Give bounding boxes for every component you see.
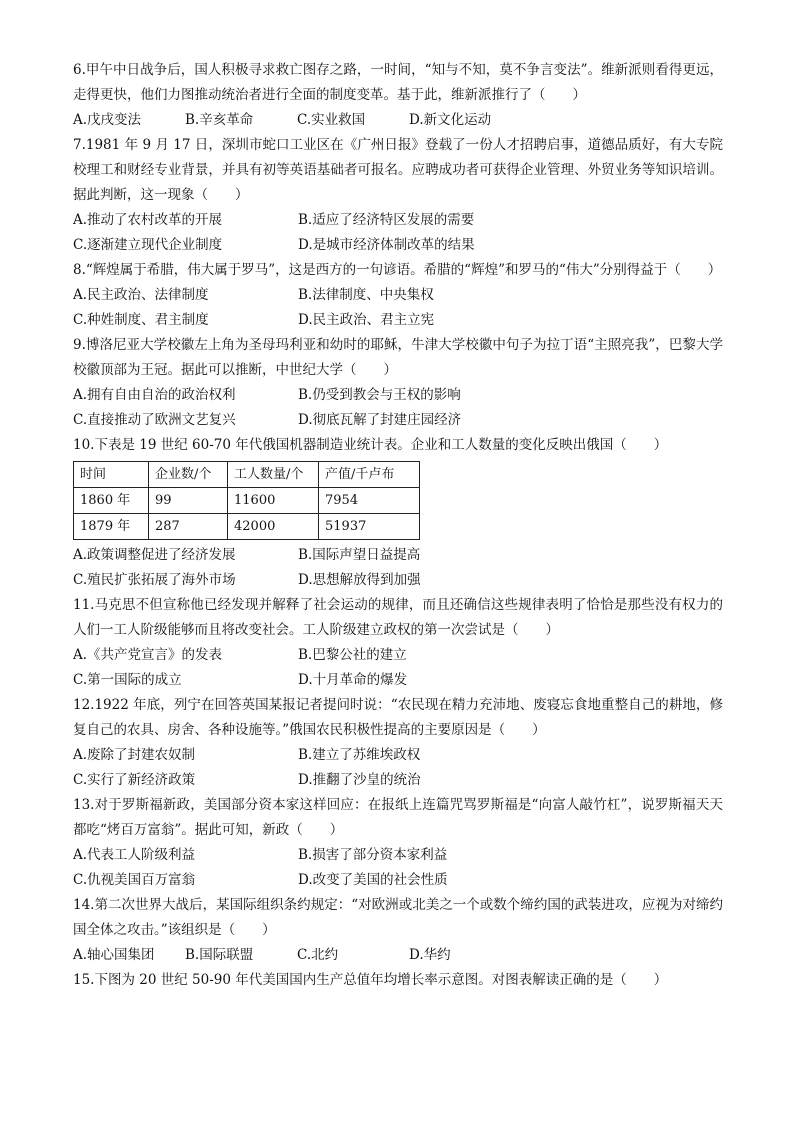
table-header-cell: 产值/千卢布	[319, 462, 420, 488]
option-a: A.政策调整促进了经济发展	[73, 547, 236, 563]
question-stem: 6.甲午中日战争后，国人积极寻求救亡图存之路，一时间，“知与不知，莫不争言变法”。维新派则看得更远，走得更快，他们力图推动统治者进行全面的制度变革。基于此，维新派推行了（ ）	[73, 62, 723, 103]
option-b: B.辛亥革命	[185, 112, 254, 128]
question-stem: 14.第二次世界大战后，某国际组织条约规定：“对欧洲或北美之一个或数个缔约国的武装进攻，应视为对缔约国全体之攻击。”该组织是（ ）	[73, 897, 723, 938]
table-row	[74, 488, 420, 514]
question-stem: 10.下表是 19 世纪 60-70 年代俄国机器制造业统计表。企业和工人数量的变化反映出俄国（ ）	[73, 437, 668, 453]
option-b: B.国际联盟	[185, 947, 254, 963]
question-11	[73, 593, 723, 693]
option-b: B.法律制度、中央集权	[298, 287, 434, 303]
question-10	[73, 433, 723, 593]
option-a: A.推动了农村改革的开展	[73, 212, 223, 228]
option-d: D.思想解放得到加强	[298, 572, 421, 588]
options-row	[73, 543, 723, 568]
option-b: B.适应了经济特区发展的需要	[298, 212, 475, 228]
question-7	[73, 133, 723, 258]
question-stem: 7.1981 年 9 月 17 日，深圳市蛇口工业区在《广州日报》登载了一份人才招聘启事，道德品质好，有大专院校理工和财经专业背景，并具有初等英语基础者可报名。应聘成功者可获得企业管理、外贸业务等知识培训。据此判断，这一现象（ ）	[73, 137, 723, 203]
option-c: C.实行了新经济政策	[73, 772, 196, 788]
question-9	[73, 333, 723, 433]
option-a: A.戊戌变法	[73, 112, 142, 128]
options-row	[73, 283, 723, 308]
option-a: A.废除了封建农奴制	[73, 747, 196, 763]
options-row	[73, 868, 723, 893]
options-row	[73, 108, 723, 133]
option-c: C.直接推动了欧洲文艺复兴	[73, 412, 236, 428]
option-a: A.代表工人阶级利益	[73, 847, 196, 863]
option-b: B.巴黎公社的建立	[298, 647, 407, 663]
question-stem: 8.“辉煌属于希腊，伟大属于罗马”，这是西方的一句谚语。希腊的“辉煌”和罗马的“伟大”分别得益于（ ）	[73, 262, 722, 278]
table-row	[74, 514, 420, 540]
option-d: D.改变了美国的社会性质	[298, 872, 448, 888]
option-d: D.新文化运动	[409, 112, 492, 128]
table-header-cell: 时间	[74, 462, 149, 488]
options-row	[73, 568, 723, 593]
option-d: D.十月革命的爆发	[298, 672, 408, 688]
option-a: A.拥有自由自治的政治权利	[73, 387, 236, 403]
option-a: A.《共产党宣言》的发表	[73, 647, 223, 663]
table-cell: 7954	[319, 488, 420, 514]
question-15	[73, 968, 723, 993]
table-cell: 1879 年	[74, 514, 149, 540]
option-c: C.种姓制度、君主制度	[73, 312, 209, 328]
option-b: B.仍受到教会与王权的影响	[298, 387, 461, 403]
table-cell: 99	[149, 488, 228, 514]
option-c: C.殖民扩张拓展了海外市场	[73, 572, 236, 588]
option-c: C.北约	[297, 947, 339, 963]
option-c: C.仇视美国百万富翁	[73, 872, 196, 888]
question-12	[73, 693, 723, 793]
option-c: C.逐渐建立现代企业制度	[73, 237, 223, 253]
question-13	[73, 793, 723, 893]
question-8	[73, 258, 723, 333]
question-6	[73, 58, 723, 133]
options-row	[73, 843, 723, 868]
option-d: D.彻底瓦解了封建庄园经济	[298, 412, 462, 428]
table-cell: 1860 年	[74, 488, 149, 514]
option-d: D.是城市经济体制改革的结果	[298, 237, 475, 253]
option-d: D.民主政治、君主立宪	[298, 312, 435, 328]
option-b: B.国际声望日益提高	[298, 547, 421, 563]
option-d: D.推翻了沙皇的统治	[298, 772, 421, 788]
options-row	[73, 943, 723, 968]
option-a: A.民主政治、法律制度	[73, 287, 209, 303]
question-stem: 13.对于罗斯福新政，美国部分资本家这样回应：在报纸上连篇咒骂罗斯福是“向富人敲竹杠”，说罗斯福天天都吃“烤百万富翁”。据此可知，新政（ ）	[73, 797, 723, 838]
table-cell: 287	[149, 514, 228, 540]
options-row	[73, 668, 723, 693]
options-row	[73, 768, 723, 793]
table-header-cell: 工人数量/个	[228, 462, 319, 488]
options-row	[73, 208, 723, 233]
question-14	[73, 893, 723, 968]
table-cell: 51937	[319, 514, 420, 540]
option-b: B.建立了苏维埃政权	[298, 747, 421, 763]
options-row	[73, 233, 723, 258]
options-row	[73, 743, 723, 768]
option-a: A.轴心国集团	[73, 947, 155, 963]
options-row	[73, 643, 723, 668]
question-stem: 11.马克思不但宣称他已经发现并解释了社会运动的规律，而且还确信这些规律表明了恰恰是那些没有权力的人们一工人阶级能够而且将改变社会。工人阶级建立政权的第一次尝试是（ ）	[73, 597, 723, 638]
table-cell: 11600	[228, 488, 319, 514]
option-d: D.华约	[409, 947, 451, 963]
question-stem: 9.博洛尼亚大学校徽左上角为圣母玛利亚和幼时的耶稣，牛津大学校徽中句子为拉丁语“主照亮我”，巴黎大学校徽顶部为王冠。据此可以推断，中世纪大学（ ）	[73, 337, 723, 378]
option-b: B.损害了部分资本家利益	[298, 847, 448, 863]
table-cell: 42000	[228, 514, 319, 540]
table-header-cell: 企业数/个	[149, 462, 228, 488]
option-c: C.第一国际的成立	[73, 672, 182, 688]
option-c: C.实业救国	[297, 112, 366, 128]
table-header-row	[74, 462, 420, 488]
question-list	[73, 58, 723, 993]
question-stem: 12.1922 年底，列宁在回答英国某报记者提问时说：“农民现在精力充沛地、废寝忘食地重整自己的耕地，修复自己的农具、房舍、各种设施等。”俄国农民积极性提高的主要原因是（ ）	[73, 697, 723, 738]
options-row	[73, 308, 723, 333]
statistics-table	[73, 461, 420, 540]
options-row	[73, 408, 723, 433]
options-row	[73, 383, 723, 408]
question-stem: 15.下图为 20 世纪 50-90 年代美国国内生产总值年均增长率示意图。对图表解读正确的是（ ）	[73, 972, 668, 988]
